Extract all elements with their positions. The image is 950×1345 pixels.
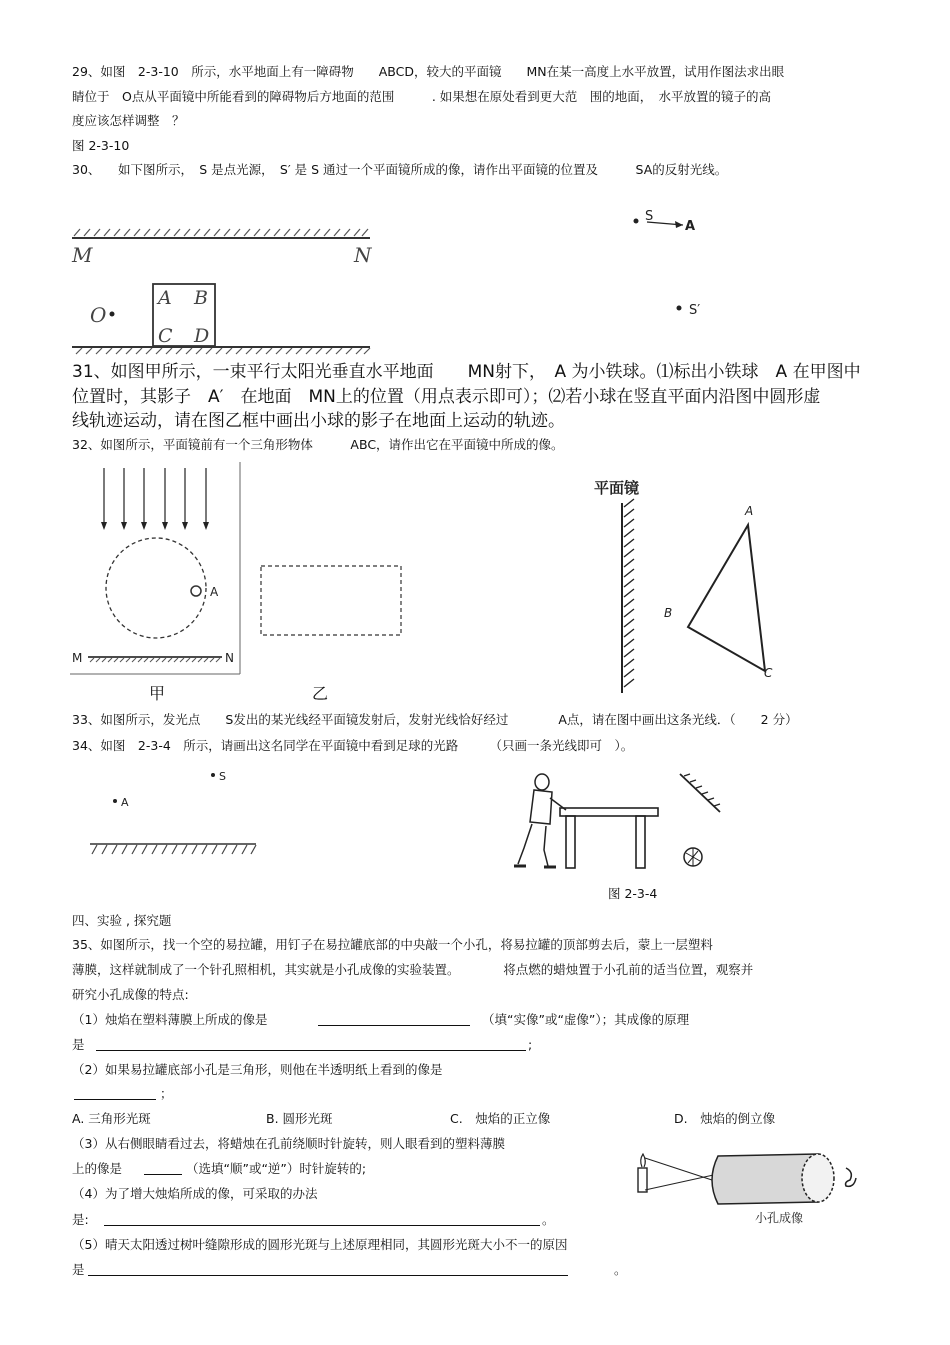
q35-p5-blank-reason[interactable] bbox=[88, 1262, 568, 1276]
q35-p4-suffix: 。 bbox=[542, 1212, 555, 1227]
q35-p2-question: （2）如果易拉罐底部小孔是三角形，则他在半透明纸上看到的像是 bbox=[72, 1062, 443, 1077]
q31-line3: 线轨迹运动，请在图乙框中画出小球的影子在地面上运动的轨迹。 bbox=[72, 411, 565, 431]
q35-intro2: 薄膜，这样就制成了一个针孔照相机，其实就是小孔成像的实验装置。 将点燃的蜡烛置于小孔前的适当位置，观察并 bbox=[72, 962, 754, 977]
q29-line1: 29、如图 2-3-10 所示，水平地面上有一障碍物 ABCD，较大的平面镜 MN在某一高度上水平放置，试用作图法求出眼 bbox=[72, 64, 785, 79]
q35-p5-prefix: 是 bbox=[72, 1262, 85, 1277]
q35-p5-suffix: 。 bbox=[614, 1262, 627, 1277]
q35-p4-blank-method[interactable] bbox=[104, 1212, 540, 1226]
q29-figure-caption: 图 2-3-10 bbox=[72, 138, 130, 153]
student-illustration bbox=[514, 774, 566, 867]
q35-p3-hint: （选填“顺”或“逆”）时针旋转的; bbox=[186, 1161, 367, 1176]
q29-label-d: D bbox=[194, 325, 210, 347]
q29-line3: 度应该怎样调整 ？ bbox=[72, 113, 185, 128]
q35-p1-suffix: ; bbox=[528, 1037, 533, 1052]
q29-label-n: N bbox=[354, 243, 372, 267]
q32-label-b: B bbox=[664, 606, 673, 620]
q31-label-a: A bbox=[210, 585, 219, 599]
q29-label-m: M bbox=[72, 243, 93, 267]
q35-intro1: 35、如图所示，找一个空的易拉罐，用钉子在易拉罐底部的中央敲一个小孔，将易拉罐的顶部剪去后，蒙上一层塑料 bbox=[72, 937, 713, 952]
q35-p3-prefix: 上的像是 bbox=[72, 1161, 123, 1176]
q31-figure-jia bbox=[70, 462, 245, 677]
q35-p1-blank-image-type[interactable] bbox=[318, 1012, 470, 1026]
q31-line1: 31、如图甲所示，一束平行太阳光垂直水平地面 MN射下， A 为小铁球。⑴标出小铁球 A 在甲图中 bbox=[72, 362, 861, 382]
q35-p1-blank-principle[interactable] bbox=[96, 1037, 526, 1051]
q31-caption-jia: 甲 bbox=[149, 684, 166, 703]
q32-label-a: A bbox=[745, 504, 754, 518]
q29-figure bbox=[70, 226, 390, 356]
q35-option-a[interactable]: A. 三角形光斑 bbox=[72, 1111, 151, 1126]
q29-label-o: O bbox=[90, 303, 107, 327]
q31-figure-yi-box[interactable] bbox=[260, 565, 403, 637]
q31-label-n: N bbox=[225, 651, 234, 665]
q32-text: 32、如图所示，平面镜前有一个三角形物体 ABC，请作出它在平面镜中所成的像。 bbox=[72, 437, 564, 452]
q34-text: 34、如图 2-3-4 所示，请画出这名同学在平面镜中看到足球的光路 （只画一条光线即可 ）。 bbox=[72, 738, 634, 753]
q30-text: 如下图所示， S 是点光源， S′ 是 S 通过一个平面镜所成的像，请作出平面镜的位置及 SA的反射光线。 bbox=[118, 162, 728, 177]
q34-figure-caption: 图 2-3-4 bbox=[608, 886, 658, 901]
q30-number: 30、 bbox=[72, 162, 101, 177]
q32-figure bbox=[588, 475, 788, 695]
football-illustration bbox=[684, 848, 702, 866]
q35-p1-question: （1）烛焰在塑料薄膜上所成的像是 bbox=[72, 1012, 268, 1027]
q30-label-s-prime: S′ bbox=[689, 303, 701, 318]
q29-label-c: C bbox=[158, 325, 173, 347]
q35-intro3: 研究小孔成像的特点: bbox=[72, 987, 189, 1002]
q35-option-b[interactable]: B. 圆形光斑 bbox=[266, 1111, 333, 1126]
q30-label-s: S bbox=[645, 209, 654, 224]
section4-title: 四、实验 , 探究题 bbox=[72, 913, 172, 928]
q35-p4-prefix: 是: bbox=[72, 1212, 89, 1227]
q35-option-c[interactable]: C. 烛焰的正立像 bbox=[450, 1111, 551, 1126]
q35-p4-question: （4）为了增大烛焰所成的像，可采取的办法 bbox=[72, 1186, 318, 1201]
q33-label-s: S bbox=[219, 770, 226, 783]
table-illustration bbox=[560, 808, 658, 868]
q35-option-d[interactable]: D. 烛焰的倒立像 bbox=[674, 1111, 776, 1126]
q29-line2: 睛位于 O点从平面镜中所能看到的障碍物后方地面的范围 . 如果想在原处看到更大范 围的地面， 水平放置的镜子的高 bbox=[72, 89, 772, 104]
q35-figure-caption: 小孔成像 bbox=[755, 1211, 804, 1225]
q32-label-c: C bbox=[764, 666, 773, 680]
q29-label-b: B bbox=[194, 287, 208, 309]
q33-text: 33、如图所示，发光点 S发出的某光线经平面镜发射后，发射光线恰好经过 A点，请在图中画出这条光线．（ 2 分） bbox=[72, 712, 798, 727]
q35-p3-question: （3）从右侧眼睛看过去，将蜡烛在孔前绕顺时针旋转，则人眼看到的塑料薄膜 bbox=[72, 1136, 505, 1151]
q31-line2: 位置时，其影子 A′ 在地面 MN上的位置（用点表示即可）；⑵若小球在竖直平面内沿图中圆形虚 bbox=[72, 387, 821, 407]
q33-label-a: A bbox=[121, 796, 129, 809]
q31-label-m: M bbox=[72, 651, 83, 665]
q35-p1-prefix: 是 bbox=[72, 1037, 85, 1052]
q29-label-a: A bbox=[158, 287, 172, 309]
q35-p1-hint: （填“实像”或“虚像”）；其成像的原理 bbox=[482, 1012, 690, 1027]
q35-p2-suffix: ； bbox=[160, 1086, 173, 1101]
q32-mirror-label: 平面镜 bbox=[594, 479, 640, 497]
q35-p5-question: （5）晴天太阳透过树叶缝隙形成的圆形光斑与上述原理相同，其圆形光斑大小不一的原因 bbox=[72, 1237, 568, 1252]
q31-caption-yi: 乙 bbox=[312, 684, 329, 703]
q35-p3-blank-direction[interactable] bbox=[144, 1161, 182, 1175]
q30-figure bbox=[625, 202, 735, 322]
q34-figure bbox=[510, 770, 730, 875]
mirror-illustration bbox=[680, 774, 720, 812]
q30-label-a: A bbox=[685, 219, 696, 234]
q35-pinhole-figure bbox=[632, 1140, 872, 1225]
q33-figure bbox=[88, 766, 263, 861]
q35-p2-blank[interactable] bbox=[74, 1086, 156, 1100]
